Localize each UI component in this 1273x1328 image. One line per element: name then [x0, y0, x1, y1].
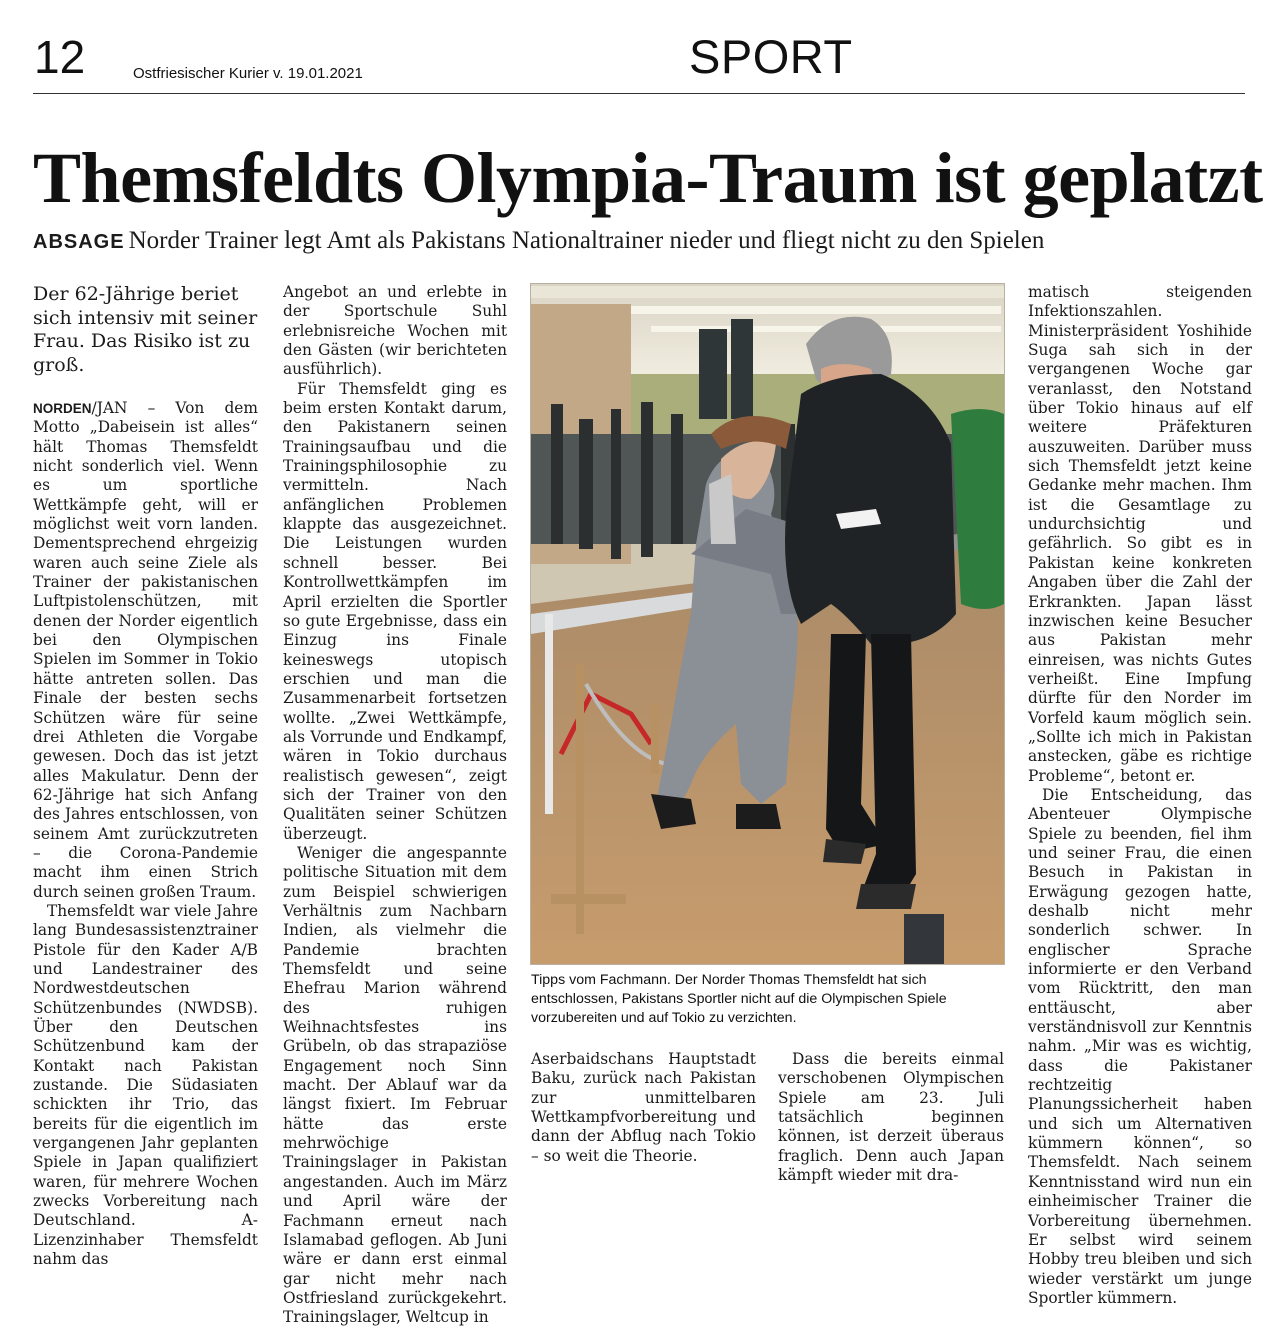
paragraph: Themsfeldt war viele Jahre lang Bundesassistenztrainer Pistole für den Kader A/B und Landestrainer des Nordwestdeutschen Schützenbundes (NWDSB). Über den Deutschen Schützenbund kam der Kontakt nach Pakistan zustande. Die Südasiaten schickten ihr Trio, das bereits für die eigentlich im vergangenen Jahr geplanten Spiele in Japan qualifiziert waren, für mehrere Wochen zwecks Vorbereitung nach Deutschland. A-Lizenzinhaber Themsfeldt nahm das [33, 901, 258, 1269]
header-divider [33, 93, 1245, 94]
section-title: SPORT [689, 30, 853, 83]
article-photo [530, 283, 1005, 965]
article-column-5 [1028, 283, 1252, 1308]
article-column-2 [283, 283, 507, 1328]
subheadline-text: Norder Trainer legt Amt als Pakistans Nationaltrainer nieder und fliegt nicht zu den Spielen [128, 227, 1045, 254]
paragraph: Angebot an und erlebte in der Sportschule Suhl erlebnisreiche Wochen mit den Gästen (wir berichteten ausführlich). [283, 283, 507, 379]
headline: Themsfeldts Olympia-Traum ist geplatzt [33, 138, 1263, 218]
article-column-3 [531, 1050, 756, 1166]
kicker-label: ABSAGE [33, 231, 125, 253]
paragraph: matisch steigenden Infektionszahlen. Ministerpräsident Yoshihide Suga sah sich in der vergangenen Woche gar veranlasst, den Notstand über Tokio hinaus auf elf weitere Präfekturen auszuweiten. Darüber muss sich Themsfeldt jetzt keine Gedanke mehr machen. Ihm ist die Gesamtlage zu undurchsichtig und gefährlich. So gibt es in Pakistan keine konkreten Angaben über die Zahl der Erkrankten. Japan lässt inzwischen keine Besucher aus Pakistan mehr einreisen, was nichts Gutes verheißt. Eine Impfung dürfte für den Norder im Vorfeld kaum möglich sein. „Sollte ich mich in Pakistan anstecken, gäbe es richtige Probleme“, betont er. [1028, 283, 1252, 785]
page-number: 12 [34, 31, 86, 83]
source-line: Ostfriesischer Kurier v. 19.01.2021 [133, 65, 363, 82]
dateline: NORDEN [33, 401, 92, 416]
teaser: Der 62-Jährige beriet sich intensiv mit seiner Frau. Das Risiko ist zu groß. [33, 283, 258, 376]
photo-caption: Tipps vom Fachmann. Der Norder Thomas Themsfeldt hat sich entschlossen, Pakistans Sportler nicht auf die Olympischen Spiele vorzubereiten und auf Tokio zu verzichten. [531, 972, 947, 1026]
paragraph: Für Themsfeldt ging es beim ersten Kontakt darum, den Pakistanern seinen Trainingsaufbau und die Trainingsphilosophie zu vermitteln. Nach anfänglichen Problemen klappte das ausgezeichnet. Die Leistungen wurden schnell besser. Bei Kontrollwettkämpfen im April erzielten die Sportler so gute Ergebnisse, dass ein Einzug ins Finale keineswegs utopisch erschien und man die Zusammenarbeit fortsetzen wollte. „Zwei Wettkämpfe, als Vorrunde und Endkampf, wären in Tokio durchaus realistisch gewesen“, zeigt sich der Trainer von den Qualitäten seiner Schützen überzeugt. [283, 379, 507, 843]
paragraph: Weniger die angespannte politische Situation mit dem zum Beispiel schwierigen Verhältnis zum Nachbarn Indien, als vielmehr die Pandemie brachten Themsfeldt und seine Ehefrau Marion während des ruhigen Weihnachtsfestes ins Grübeln, ob das strapaziöse Engagement noch Sinn macht. Der Ablauf war da längst fixiert. Im Februar hätte das erste mehrwöchige Trainingslager in Pakistan angestanden. Auch im März und April wäre der Fachmann erneut nach Islamabad geflogen. Ab Juni wäre er dann erst einmal gar nicht mehr nach Ostfriesland zurückgekehrt. Trainingslager, Weltcup in [283, 843, 507, 1327]
paragraph-text: Von dem Motto „Dabeisein ist alles“ hält Thomas Themsfeldt nicht sonderlich viel. Wenn es um sportliche Wettkämpfe geht, will er möglichst weit vorn landen. Dementsprechend ehrgeizig waren auch seine Ziele als Trainer der pakistanischen Luftpistolenschützen, mit denen der Norder eigentlich bei den Olympischen Spielen im Sommer in Tokio hätte antreten sollen. Das Finale der besten sechs Schützen wäre für seine drei Athleten die Vorgabe gewesen. Doch das ist jetzt alles Makulatur. Denn der 62-Jährige hat sich Anfang des Jahres entschlossen, von seinem Amt zurückzutreten – die Corona-Pandemie macht ihm einen Strich durch seinen großen Traum. [33, 399, 259, 901]
paragraph: Dass die bereits einmal verschobenen Olympischen Spiele am 23. Juli tatsächlich beginnen können, ist derzeit überaus fraglich. Denn auch Japan kämpft wieder mit dra- [778, 1050, 1004, 1185]
paragraph: Aserbaidschans Hauptstadt Baku, zurück nach Pakistan zur unmittelbaren Wettkampfvorbereitung und dann der Abflug nach Tokio – so weit die Theorie. [531, 1050, 756, 1165]
paragraph: Die Entscheidung, das Abenteuer Olympische Spiele zu beenden, fiel ihm und seiner Frau, die einen Besuch in Pakistan in Erwägung gezogen hatte, deshalb nicht mehr sonderlich schwer. In englischer Sprache informierte er den Verband vom Rücktritt, den man enttäuscht, aber verständnisvoll zur Kenntnis nahm. „Mir was es wichtig, dass die Pakistaner rechtzeitig Planungssicherheit haben und sich um Alternativen kümmern können“, so Themsfeldt. Nach seinem Kenntnisstand wird nun ein einheimischer Trainer die Vorbereitung übernehmen. Er selbst wird seinem Hobby treu bleiben und sich wieder verstärkt um junge Sportler kümmern. [1028, 785, 1252, 1307]
author-tag: /JAN – [91, 399, 156, 417]
paragraph [33, 399, 258, 902]
article-column-4 [778, 1050, 1004, 1185]
article-column-1 [33, 283, 258, 1269]
subheadline [33, 224, 1248, 259]
